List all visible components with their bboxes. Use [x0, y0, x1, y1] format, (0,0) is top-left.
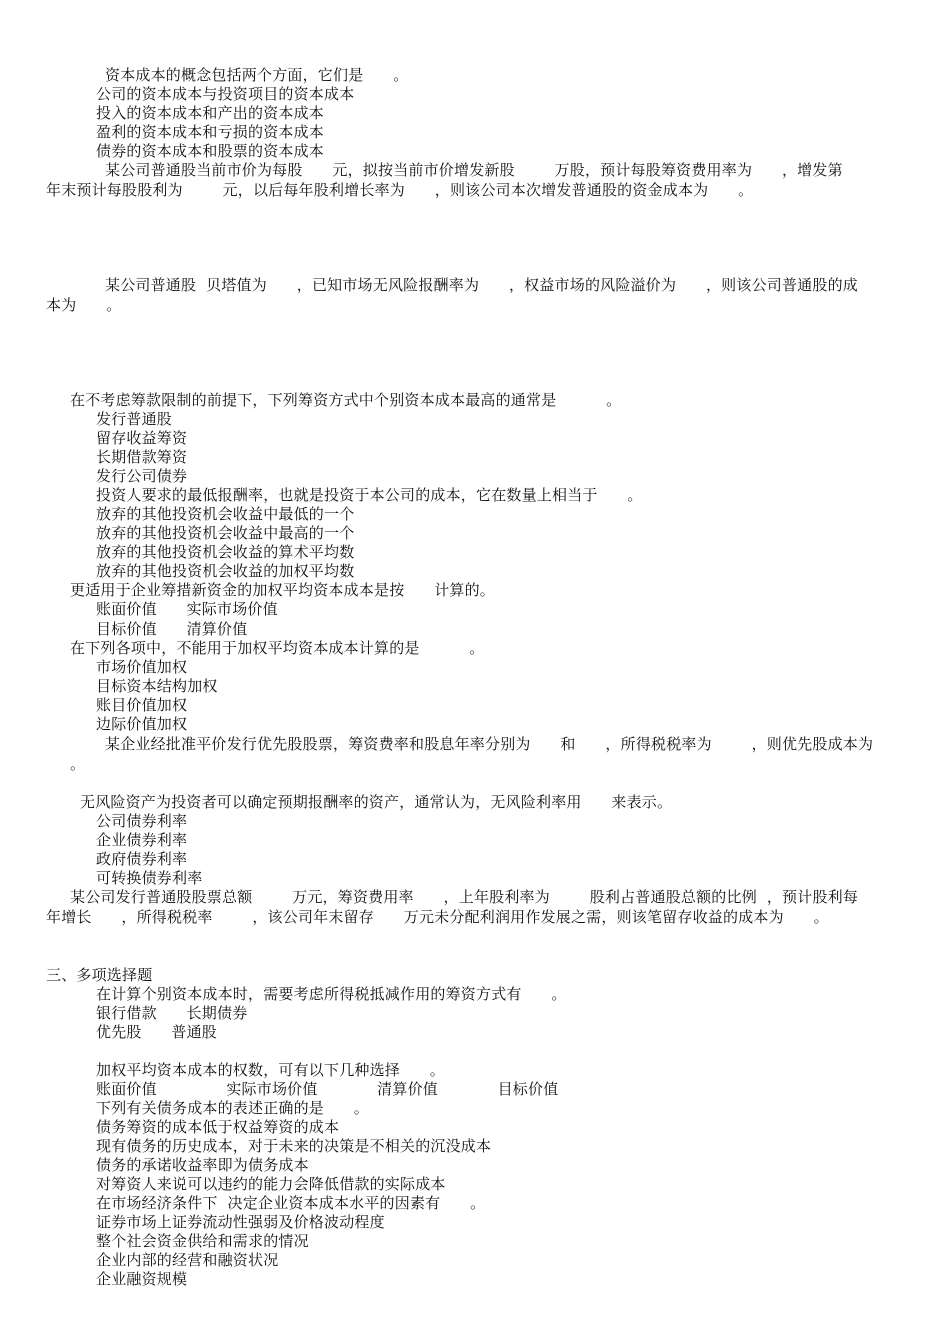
option-text: 公司债券利率	[96, 812, 188, 830]
option-text: 政府债券利率	[96, 850, 188, 868]
option-text: 放弃的其他投资机会收益的加权平均数	[96, 562, 355, 580]
question-text: 某公司普通股 贝塔值为 ，已知市场无风险报酬率为 ，权益市场的风险溢价为 ，则该公司普通股的成	[105, 276, 858, 294]
question-text: 某公司发行普通股股票总额 万元，筹资费用率 ，上年股利率为 股利占普通股总额的比例 ，预计股利每	[70, 888, 859, 906]
option-text: 留存收益筹资	[96, 429, 188, 447]
option-text: 债券的资本成本和股票的资本成本	[96, 142, 325, 160]
question-text: 。	[70, 755, 86, 773]
option-text: 市场价值加权	[96, 658, 188, 676]
option-text: 对筹资人来说可以违约的能力会降低借款的实际成本	[96, 1175, 446, 1193]
question-text: 下列有关债务成本的表述正确的是 。	[96, 1099, 370, 1117]
option-text: 企业融资规模	[96, 1270, 188, 1288]
question-text: 投资人要求的最低报酬率，也就是投资于本公司的成本，它在数量上相当于 。	[96, 486, 643, 504]
option-text: 公司的资本成本与投资项目的资本成本	[96, 85, 355, 103]
option-text: 银行借款 长期债券	[96, 1004, 248, 1022]
question-text: 本为 。	[46, 296, 122, 314]
option-text: 盈利的资本成本和亏损的资本成本	[96, 123, 325, 141]
option-text: 企业内部的经营和融资状况	[96, 1251, 279, 1269]
question-text: 加权平均资本成本的权数，可有以下几种选择 。	[96, 1061, 446, 1079]
question-text: 年末预计每股股利为 元，以后每年股利增长率为 ，则该公司本次增发普通股的资金成本为 。	[46, 181, 754, 199]
option-text: 企业债券利率	[96, 831, 188, 849]
option-text: 目标价值 清算价值	[96, 620, 248, 638]
option-text: 放弃的其他投资机会收益中最高的一个	[96, 524, 355, 542]
question-text: 某公司普通股当前市价为每股 元，拟按当前市价增发新股 万股，预计每股筹资费用率为 ，增发第	[105, 161, 843, 179]
option-text: 账面价值 实际市场价值	[96, 600, 278, 618]
question-text: 无风险资产为投资者可以确定预期报酬率的资产，通常认为，无风险利率用 来表示。	[80, 793, 673, 811]
option-text: 债务的承诺收益率即为债务成本	[96, 1156, 309, 1174]
question-text: 在市场经济条件下 决定企业资本成本水平的因素有 。	[96, 1194, 486, 1212]
option-text: 账目价值加权	[96, 696, 188, 714]
option-text: 放弃的其他投资机会收益中最低的一个	[96, 505, 355, 523]
question-text: 在不考虑筹款限制的前提下，下列筹资方式中个别资本成本最高的通常是 。	[70, 391, 622, 409]
option-text: 债务筹资的成本低于权益筹资的成本	[96, 1118, 340, 1136]
option-text: 整个社会资金供给和需求的情况	[96, 1232, 309, 1250]
question-text: 在计算个别资本成本时，需要考虑所得税抵减作用的筹资方式有 。	[96, 985, 567, 1003]
question-text: 更适用于企业筹措新资金的加权平均资本成本是按 计算的。	[70, 581, 496, 599]
question-text: 资本成本的概念包括两个方面，它们是 。	[105, 66, 409, 84]
option-text: 放弃的其他投资机会收益的算术平均数	[96, 543, 355, 561]
option-text: 证券市场上证券流动性强弱及价格波动程度	[96, 1213, 385, 1231]
option-text: 长期借款筹资	[96, 448, 188, 466]
option-text: 现有债务的历史成本，对于未来的决策是不相关的沉没成本	[96, 1137, 492, 1155]
option-text: 发行公司债券	[96, 467, 188, 485]
section-heading: 三、多项选择题	[46, 966, 153, 984]
option-text: 投入的资本成本和产出的资本成本	[96, 104, 325, 122]
option-text: 目标资本结构加权	[96, 677, 218, 695]
option-text: 优先股 普通股	[96, 1023, 218, 1041]
option-text: 可转换债券利率	[96, 869, 203, 887]
question-text: 年增长 ，所得税税率 ，该公司年末留存 万元未分配利润用作发展之需，则该笔留存收益的成本为 。	[46, 908, 829, 926]
question-text: 在下列各项中，不能用于加权平均资本成本计算的是 。	[70, 639, 485, 657]
option-text: 边际价值加权	[96, 715, 188, 733]
question-text: 某企业经批准平价发行优先股股票，筹资费率和股息年率分别为 和 ，所得税税率为 ，则优先股成本为	[105, 735, 874, 753]
option-text: 账面价值 实际市场价值 清算价值 目标价值	[96, 1080, 559, 1098]
option-text: 发行普通股	[96, 410, 173, 428]
